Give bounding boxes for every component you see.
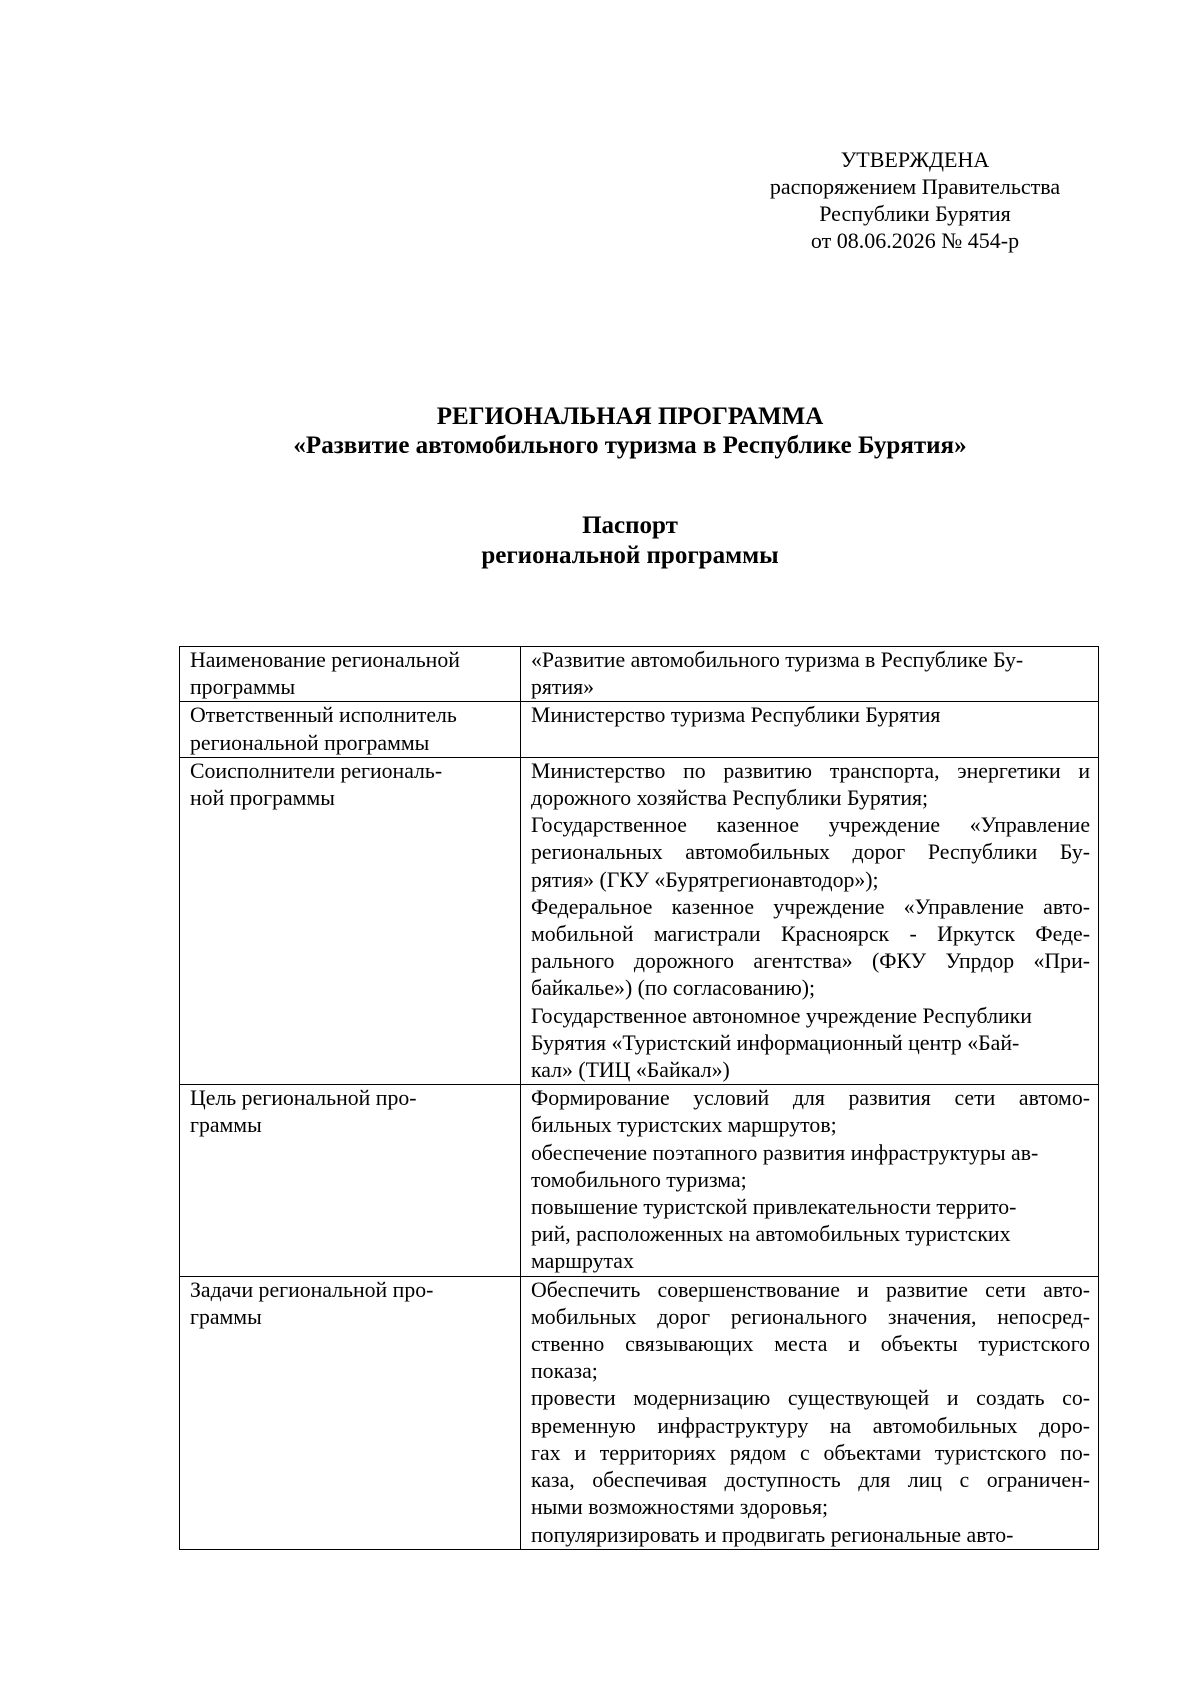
passport-value-line: Министерство по развитию транспорта, энергетики и xyxy=(531,758,1090,783)
passport-value-line: повышение туристской привлекательности террито- xyxy=(531,1195,1017,1220)
passport-value-cell xyxy=(521,1085,1099,1276)
passport-label-cell xyxy=(180,1085,521,1276)
passport-label-line: региональной программы xyxy=(190,730,430,755)
passport-row xyxy=(180,1276,1099,1549)
passport-value-line: кал» (ТИЦ «Байкал») xyxy=(531,1058,730,1083)
passport-label-line: Задачи региональной про- xyxy=(190,1277,434,1302)
passport-value-line: рятия» (ГКУ «Бурятрегионавтодор»); xyxy=(531,867,879,892)
passport-value-line: каза, обеспечивая доступность для лиц с ограничен- xyxy=(531,1468,1090,1493)
passport-value-line: маршрутах xyxy=(531,1249,634,1274)
passport-title xyxy=(160,511,1100,571)
passport-value-line: гах и территориях рядом с объектами туристского по- xyxy=(531,1440,1090,1465)
passport-value-line: обеспечение поэтапного развития инфраструктуры ав- xyxy=(531,1140,1039,1165)
program-title-line: РЕГИОНАЛЬНАЯ ПРОГРАММА xyxy=(436,403,824,430)
passport-label-cell xyxy=(180,757,521,1084)
passport-value-line: показа; xyxy=(531,1359,598,1384)
passport-value-cell xyxy=(521,702,1099,757)
passport-value-cell xyxy=(521,647,1099,702)
passport-row xyxy=(180,757,1099,1084)
passport-value-line: Бурятия «Туристский информационный центр «Бай- xyxy=(531,1030,1020,1055)
passport-label-line: Наименование региональной xyxy=(190,648,460,672)
passport-value-line: рального дорожного агентства» (ФКУ Упрдор «При- xyxy=(531,949,1090,974)
passport-value-line: рий, расположенных на автомобильных туристских xyxy=(531,1222,1011,1247)
passport-value-line: ными возможностями здоровья; xyxy=(531,1495,829,1520)
passport-value-line: Формирование условий для развития сети автомо- xyxy=(531,1086,1090,1111)
passport-label-line: граммы xyxy=(190,1304,262,1329)
passport-label-line: ной программы xyxy=(190,786,335,811)
passport-value-line: Государственное казенное учреждение «Управление xyxy=(531,813,1090,838)
approval-line: распоряжением Правительства xyxy=(769,174,1061,199)
program-title-line: «Развитие автомобильного туризма в Республике Бурятия» xyxy=(293,432,967,459)
passport-value-line: Государственное автономное учреждение Республики xyxy=(531,1003,1032,1028)
passport-row xyxy=(180,647,1099,702)
passport-value-line: Министерство туризма Республики Бурятия xyxy=(531,703,941,728)
passport-value-cell xyxy=(521,1276,1099,1549)
passport-value-line: провести модернизацию существующей и создать со- xyxy=(531,1386,1090,1411)
passport-label-cell xyxy=(180,647,521,702)
passport-label-cell xyxy=(180,1276,521,1549)
passport-label-line: программы xyxy=(190,675,296,700)
passport-label-cell xyxy=(180,702,521,757)
passport-value-line: рятия» xyxy=(531,675,595,700)
passport-value-line: байкалье») (по согласованию); xyxy=(531,976,816,1001)
passport-value-cell xyxy=(521,757,1099,1084)
passport-value-line: Федеральное казенное учреждение «Управление авто- xyxy=(531,894,1090,919)
passport-value-line: мобильной магистрали Красноярск - Иркутск Феде- xyxy=(531,922,1090,947)
passport-row xyxy=(180,702,1099,757)
program-title xyxy=(160,402,1100,460)
approval-line: от 08.06.2026 № 454-р xyxy=(810,228,1020,253)
passport-table-body xyxy=(180,647,1099,1550)
passport-value-line: «Развитие автомобильного туризма в Республике Бу- xyxy=(531,648,1024,672)
passport-label-line: граммы xyxy=(190,1113,262,1138)
passport-table xyxy=(179,646,1099,1550)
passport-value-line: временную инфраструктуру на автомобильных доро- xyxy=(531,1413,1090,1438)
approval-line: Республики Бурятия xyxy=(819,201,1011,226)
passport-value-line: региональных автомобильных дорог Республики Бу- xyxy=(531,840,1090,865)
passport-value-line: мобильных дорог регионального значения, непосред- xyxy=(531,1304,1090,1329)
passport-row xyxy=(180,1085,1099,1276)
passport-value-line: бильных туристских маршрутов; xyxy=(531,1113,837,1138)
passport-value-line: дорожного хозяйства Республики Бурятия; xyxy=(531,786,929,811)
approval-line: УТВЕРЖДЕНА xyxy=(840,147,990,172)
passport-title-line: региональной программы xyxy=(481,542,779,569)
passport-label-line: Цель региональной про- xyxy=(190,1086,417,1111)
passport-label-line: Ответственный исполнитель xyxy=(190,703,457,728)
approval-stamp xyxy=(750,146,1080,254)
passport-title-line: Паспорт xyxy=(582,512,678,539)
passport-value-line: томобильного туризма; xyxy=(531,1167,747,1192)
passport-label-line: Соисполнители региональ- xyxy=(190,758,443,783)
passport-value-line: ственно связывающих места и объекты туристского xyxy=(531,1332,1090,1357)
passport-value-line: популяризировать и продвигать региональные авто- xyxy=(531,1522,1014,1547)
passport-value-line: Обеспечить совершенствование и развитие сети авто- xyxy=(531,1277,1090,1302)
